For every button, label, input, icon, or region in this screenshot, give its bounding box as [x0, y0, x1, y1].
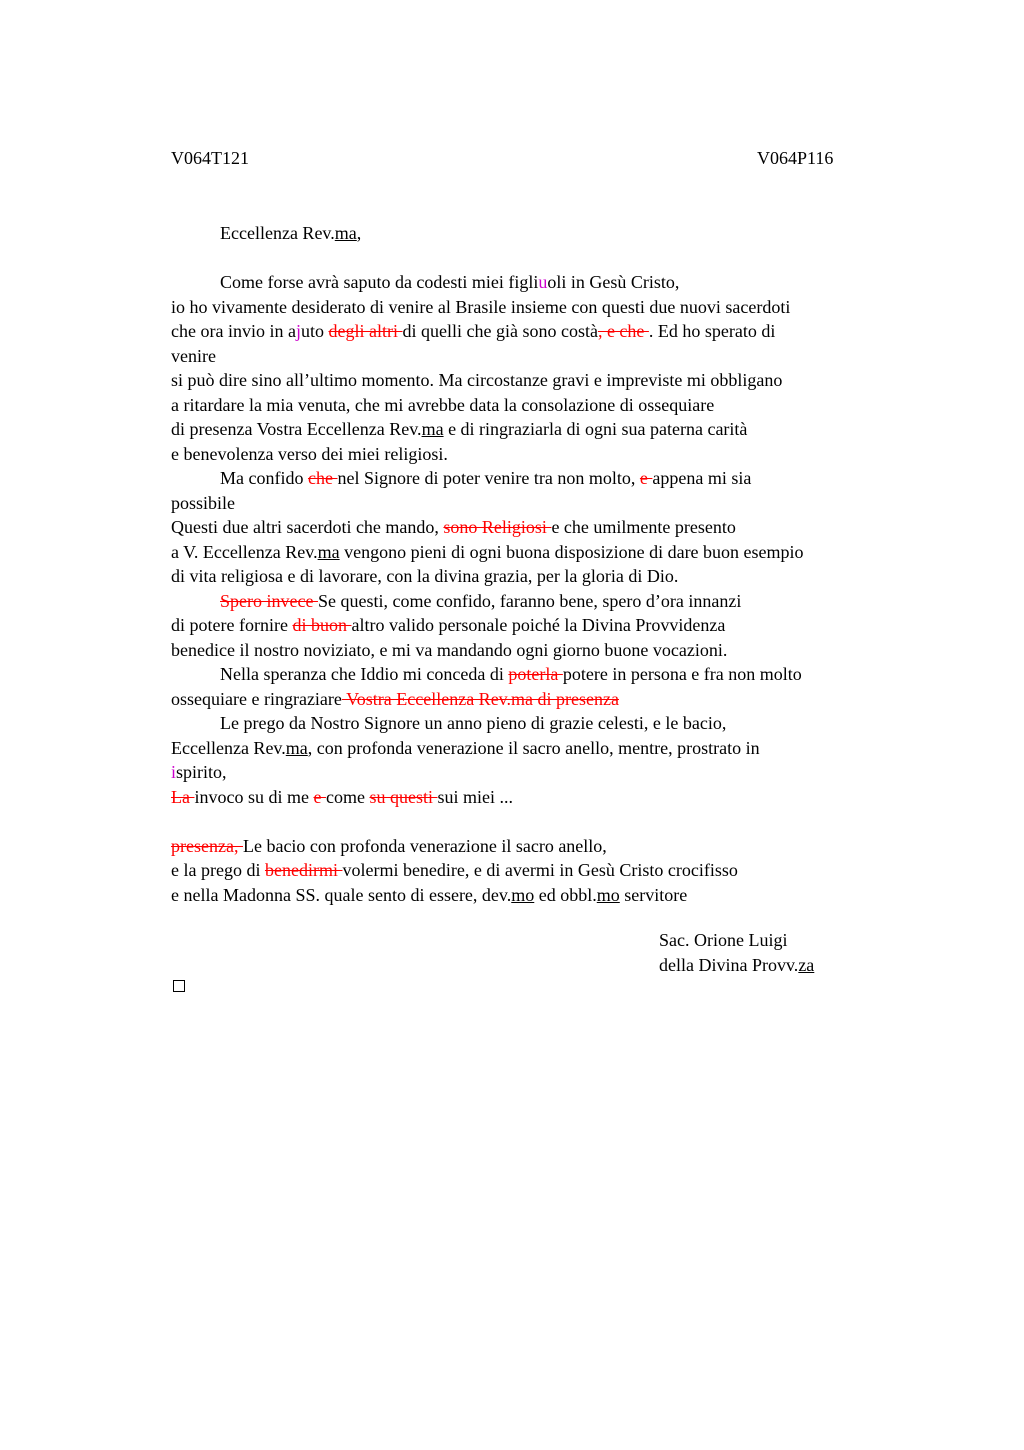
deleted-text: La — [171, 786, 195, 807]
deleted-text: degli altri — [328, 321, 403, 341]
deleted-text: e — [639, 468, 653, 488]
letter-line: Come forse avrà saputo da codesti miei figliuoli in Gesù Cristo, — [220, 272, 680, 292]
letter-line: ossequiare e ringraziare Vostra Eccellenza Rev.ma di presenza — [171, 688, 619, 709]
deleted-text: su questi — [369, 786, 438, 807]
signature-name: Sac. Orione Luigi — [659, 930, 788, 950]
inserted-text: u — [538, 272, 548, 292]
document-code-left: V064T121 — [171, 148, 249, 168]
letter-line: a ritardare la mia venuta, che mi avrebbe data la consolazione di ossequiare — [171, 394, 715, 415]
letter-line: Ma confido che nel Signore di poter venire tra non molto, e appena mi sia — [220, 468, 752, 488]
deleted-text: poterla — [508, 664, 563, 684]
letter-line: di vita religiosa e di lavorare, con la divina grazia, per la gloria di Dio. — [171, 566, 679, 586]
signature-block — [659, 928, 814, 978]
letter-line: presenza, Le bacio con profonda venerazione il sacro anello, — [171, 835, 607, 856]
letter-line: benedice il nostro noviziato, e mi va mandando ogni giorno buone vocazioni. — [171, 639, 728, 660]
deleted-text: e — [313, 786, 326, 807]
letter-line: ispirito, — [171, 762, 227, 782]
deleted-text: Vostra Eccellenza Rev.ma di presenza — [341, 688, 619, 709]
checkbox-square-icon — [173, 980, 185, 992]
letter-line: io ho vivamente desiderato di venire al Brasile insieme con questi due nuovi sacerdoti — [171, 296, 791, 317]
letter-line: Spero invece Se questi, come confido, faranno bene, spero d’ora innanzi — [220, 590, 742, 611]
letter-line: di potere fornire di buon altro valido personale poiché la Divina Provvidenza — [171, 615, 726, 635]
deleted-text: sono Religiosi — [443, 517, 552, 537]
letter-line: di presenza Vostra Eccellenza Rev.ma e di ringraziarla di ogni sua paterna carità — [171, 419, 748, 439]
letter-line: venire — [171, 345, 216, 366]
letter-line: La invoco su di me e come su questi sui miei ... — [171, 786, 513, 807]
letter-line: Eccellenza Rev.ma, con profonda venerazione il sacro anello, mentre, prostrato in — [171, 737, 760, 758]
letter-body — [171, 221, 931, 907]
deleted-text: benedirmi — [264, 860, 343, 880]
signature-title: della Divina Provv.za — [659, 955, 815, 975]
document-code-right: V064P116 — [757, 148, 834, 168]
deleted-text: Spero invece — [220, 590, 318, 611]
salutation: Eccellenza Rev.ma, — [220, 223, 362, 243]
letter-line: e benevolenza verso dei miei religiosi. — [171, 443, 448, 464]
letter-line: e nella Madonna SS. quale sento di essere, dev.mo ed obbl.mo servitore — [171, 884, 688, 905]
deleted-text: , e che — [597, 321, 649, 341]
blank-line — [171, 246, 931, 271]
letter-line: e la prego di benedirmi volermi benedire, e di avermi in Gesù Cristo crocifisso — [171, 860, 738, 880]
letter-line: Le prego da Nostro Signore un anno pieno di grazie celesti, e le bacio, — [220, 713, 727, 733]
blank-line — [171, 809, 931, 834]
letter-line: che ora invio in ajuto degli altri di quelli che già sono costà, e che . Ed ho sperato di — [171, 321, 776, 341]
deleted-text: presenza, — [171, 835, 243, 856]
letter-line: possibile — [171, 492, 236, 513]
letter-line: Questi due altri sacerdoti che mando, sono Religiosi e che umilmente presento — [171, 517, 736, 537]
letter-line: Nella speranza che Iddio mi conceda di poterla potere in persona e fra non molto — [220, 664, 802, 684]
inserted-text: j — [295, 321, 301, 341]
deleted-text: che — [307, 468, 338, 488]
letter-line: a V. Eccellenza Rev.ma vengono pieni di ogni buona disposizione di dare buon esempio — [171, 541, 804, 562]
letter-line: si può dire sino all’ultimo momento. Ma circostanze gravi e impreviste mi obbligano — [171, 370, 783, 390]
deleted-text: di buon — [292, 615, 352, 635]
inserted-text: i — [171, 762, 177, 782]
